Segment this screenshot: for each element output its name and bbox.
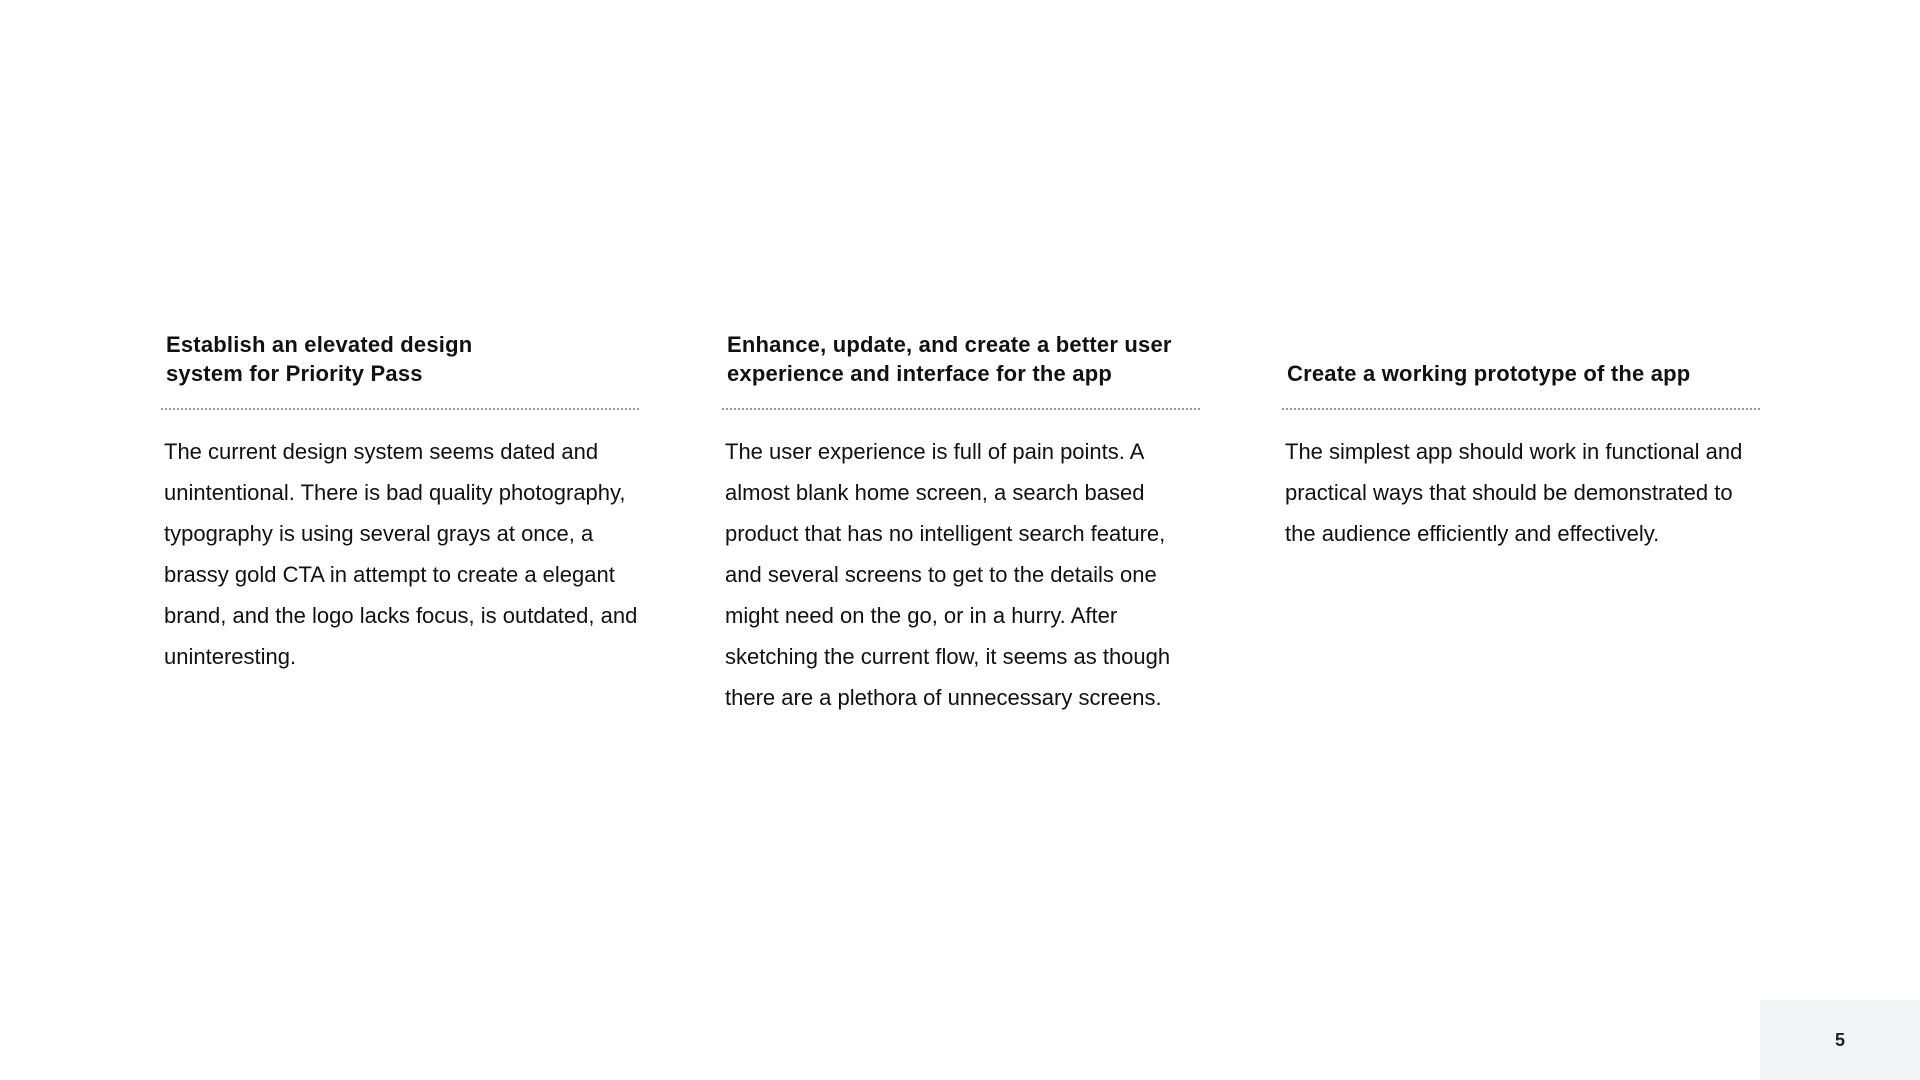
column-heading: Create a working prototype of the app bbox=[1287, 361, 1691, 386]
page-number: 5 bbox=[1834, 1029, 1845, 1050]
dotted-divider bbox=[161, 408, 639, 410]
column-heading-wrapper bbox=[161, 322, 641, 388]
goal-column-user-experience bbox=[722, 322, 1202, 718]
page-number-box bbox=[1760, 1000, 1920, 1080]
column-heading-wrapper bbox=[1282, 322, 1762, 388]
goal-column-prototype bbox=[1282, 322, 1762, 554]
goal-column-design-system bbox=[161, 322, 641, 677]
dotted-divider bbox=[722, 408, 1200, 410]
column-body-text: The user experience is full of pain points. A almost blank home screen, a search based product that has no intelligent search feature, and several screens to get to the details one might need on the go, or in a hurry. After sketching the current flow, it seems as though there are a plethora of unnecessary screens. bbox=[725, 439, 1171, 710]
column-body-text: The simplest app should work in functional and practical ways that should be demonstrated to the audience efficiently and effectively. bbox=[1285, 439, 1743, 546]
column-body-text: The current design system seems dated and unintentional. There is bad quality photography, typography is using several grays at once, a brassy gold CTA in attempt to create a elegant brand, and the logo lacks focus, is outdated, and uninteresting. bbox=[164, 439, 638, 669]
column-heading: Enhance, update, and create a better user experience and interface for the app bbox=[727, 332, 1172, 386]
dotted-divider bbox=[1282, 408, 1760, 410]
column-heading: Establish an elevated design system for Priority Pass bbox=[166, 332, 473, 386]
column-heading-wrapper bbox=[722, 322, 1202, 388]
